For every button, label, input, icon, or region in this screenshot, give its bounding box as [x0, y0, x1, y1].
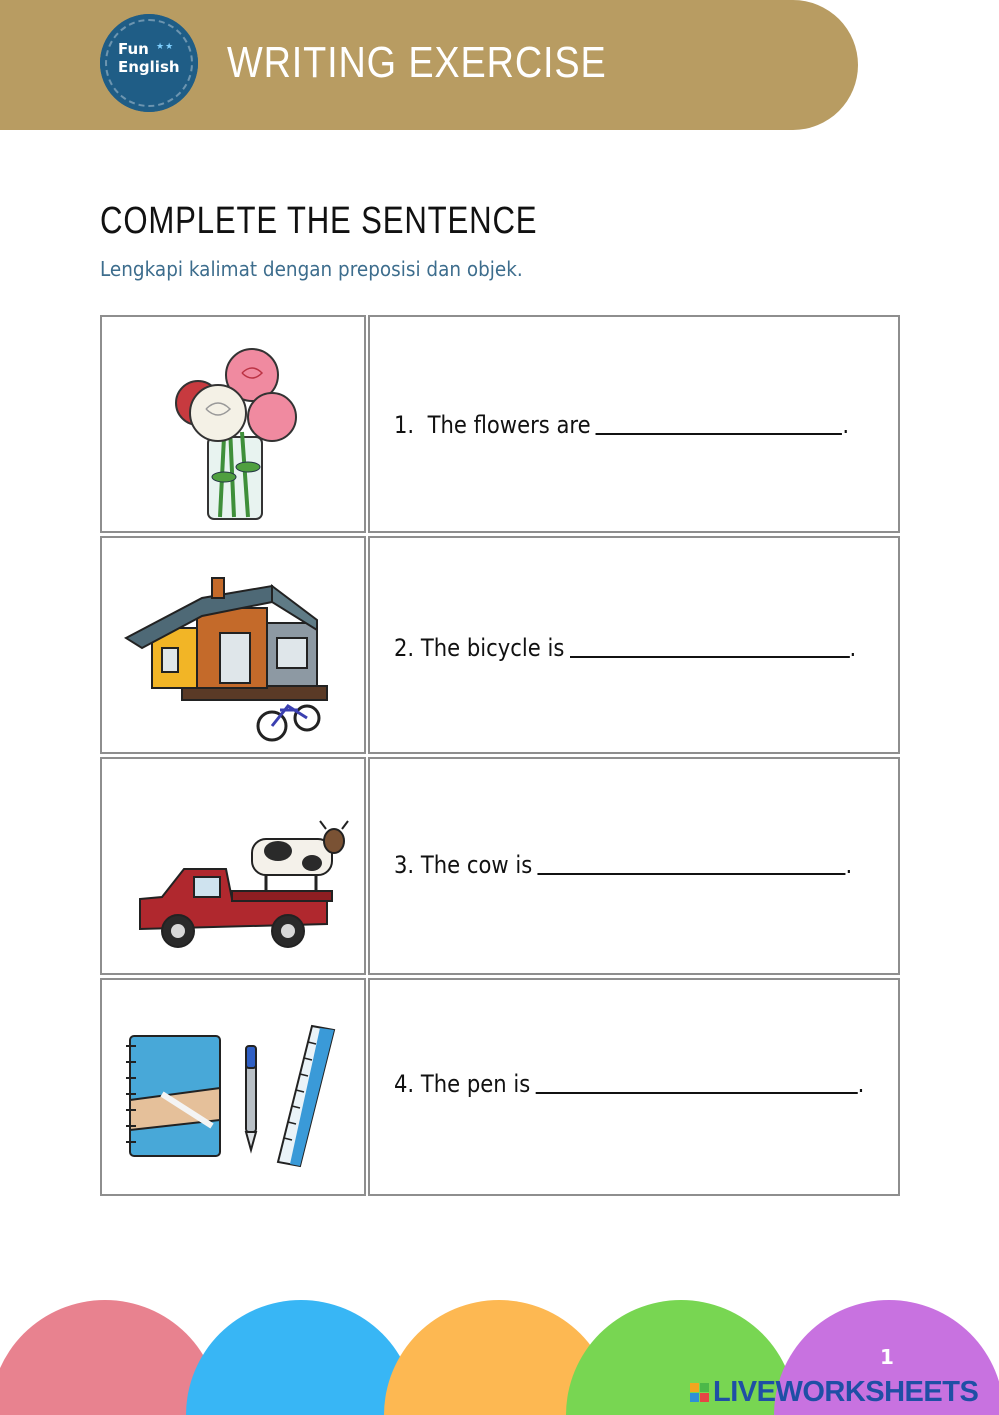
answer-blank[interactable] [570, 632, 850, 658]
section-subtitle: Lengkapi kalimat dengan preposisi dan objek. [100, 257, 523, 281]
worksheet-row [100, 536, 900, 754]
logo-line-1: Fun [118, 40, 149, 58]
flowers-in-vase-icon [102, 317, 364, 531]
fun-english-logo [100, 14, 198, 112]
sentence [394, 849, 852, 879]
worksheet-row [100, 757, 900, 975]
answer-blank[interactable] [596, 409, 842, 435]
footer-circle-blue [186, 1300, 416, 1415]
answer-blank[interactable] [536, 1068, 858, 1094]
picture-cell [100, 757, 366, 975]
book-pen-ruler-icon [102, 980, 364, 1194]
worksheet-row [100, 315, 900, 533]
item-number: 4. [394, 1070, 415, 1098]
logo-line-2: English [118, 58, 180, 76]
section-title: COMPLETE THE SENTENCE [100, 200, 538, 242]
sentence-end: . [842, 411, 850, 439]
sentence-text: The flowers are [427, 411, 591, 439]
house-with-bicycle-icon [102, 538, 364, 752]
answer-blank[interactable] [538, 849, 846, 875]
sentence-cell [368, 757, 900, 975]
picture-cell [100, 978, 366, 1196]
picture-cell [100, 536, 366, 754]
sentence-end: . [845, 851, 853, 879]
sentence [394, 632, 856, 662]
sentence-cell [368, 978, 900, 1196]
sentence-end: . [849, 634, 857, 662]
worksheet-row [100, 978, 900, 1196]
page-number: 1 [880, 1345, 894, 1369]
sentence-end: . [857, 1070, 865, 1098]
item-number: 3. [394, 851, 415, 879]
star-icon: ★★ [156, 42, 175, 52]
sentence [394, 1068, 864, 1098]
sentence-text: The bicycle is [420, 634, 565, 662]
picture-cell [100, 315, 366, 533]
sentence-cell [368, 536, 900, 754]
liveworksheets-logo [690, 1376, 978, 1409]
brand-name: LIVEWORKSHEETS [713, 1376, 979, 1408]
item-number: 1. [394, 411, 415, 439]
item-number: 2. [394, 634, 415, 662]
sentence-text: The pen is [420, 1070, 531, 1098]
page-title: WRITING EXERCISE [227, 38, 607, 87]
sentence [394, 409, 849, 439]
cow-on-truck-icon [102, 759, 364, 973]
sentence-text: The cow is [420, 851, 533, 879]
liveworksheets-blocks-icon [690, 1383, 709, 1402]
sentence-cell [368, 315, 900, 533]
